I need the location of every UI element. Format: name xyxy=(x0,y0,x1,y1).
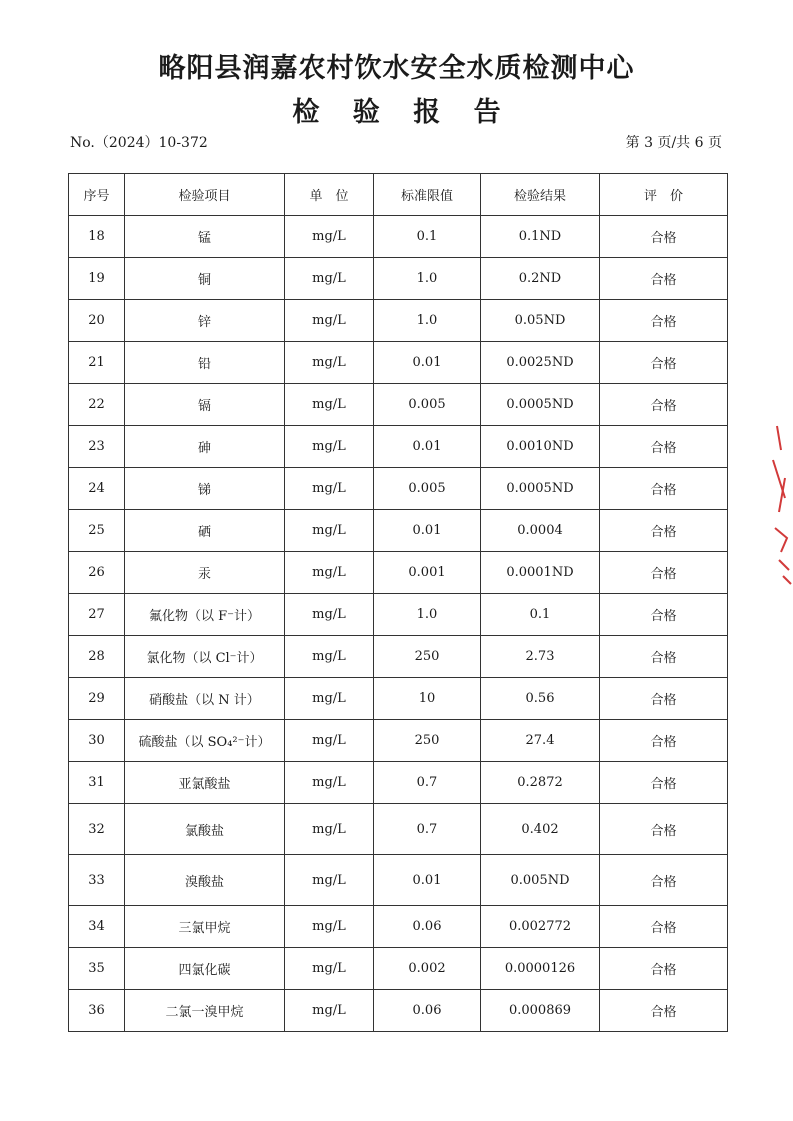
col-header-item: 检验项目 xyxy=(125,174,285,216)
row-result: 0.0010ND xyxy=(481,426,600,468)
row-eval: 合格 xyxy=(600,594,728,636)
table-row xyxy=(69,216,728,258)
row-no: 26 xyxy=(69,552,125,594)
row-no: 23 xyxy=(69,426,125,468)
report-title: 略阳县润嘉农村饮水安全水质检测中心 xyxy=(158,53,635,84)
row-item: 四氯化碳 xyxy=(125,948,285,990)
table-row xyxy=(69,990,728,1032)
row-result: 0.002772 xyxy=(481,906,600,948)
row-no: 33 xyxy=(69,855,125,906)
row-result: 0.0001ND xyxy=(481,552,600,594)
row-result: 27.4 xyxy=(481,720,600,762)
row-item: 锰 xyxy=(125,216,285,258)
row-item: 溴酸盐 xyxy=(125,855,285,906)
row-item: 三氯甲烷 xyxy=(125,906,285,948)
row-eval: 合格 xyxy=(600,216,728,258)
row-no: 34 xyxy=(69,906,125,948)
row-limit: 0.1 xyxy=(374,216,481,258)
row-eval: 合格 xyxy=(600,855,728,906)
row-item: 锑 xyxy=(125,468,285,510)
row-item: 铅 xyxy=(125,342,285,384)
row-item: 二氯一溴甲烷 xyxy=(125,990,285,1032)
row-limit: 0.06 xyxy=(374,906,481,948)
row-unit: mg/L xyxy=(285,906,374,948)
row-item: 铜 xyxy=(125,258,285,300)
table-row xyxy=(69,636,728,678)
row-eval: 合格 xyxy=(600,678,728,720)
row-item: 镉 xyxy=(125,384,285,426)
row-unit: mg/L xyxy=(285,384,374,426)
results-table xyxy=(68,173,728,1032)
row-unit: mg/L xyxy=(285,594,374,636)
row-result: 0.1 xyxy=(481,594,600,636)
row-result: 0.56 xyxy=(481,678,600,720)
col-header-eval: 评 价 xyxy=(600,174,728,216)
table-row xyxy=(69,258,728,300)
row-result: 0.1ND xyxy=(481,216,600,258)
row-eval: 合格 xyxy=(600,990,728,1032)
row-result: 0.0004 xyxy=(481,510,600,552)
row-no: 32 xyxy=(69,804,125,855)
row-no: 21 xyxy=(69,342,125,384)
row-unit: mg/L xyxy=(285,720,374,762)
row-no: 35 xyxy=(69,948,125,990)
row-eval: 合格 xyxy=(600,906,728,948)
row-result: 2.73 xyxy=(481,636,600,678)
row-no: 28 xyxy=(69,636,125,678)
row-unit: mg/L xyxy=(285,762,374,804)
row-unit: mg/L xyxy=(285,990,374,1032)
row-result: 0.2872 xyxy=(481,762,600,804)
table-row xyxy=(69,948,728,990)
row-unit: mg/L xyxy=(285,804,374,855)
row-eval: 合格 xyxy=(600,948,728,990)
table-row xyxy=(69,855,728,906)
row-item: 硒 xyxy=(125,510,285,552)
row-eval: 合格 xyxy=(600,510,728,552)
row-item: 汞 xyxy=(125,552,285,594)
row-limit: 250 xyxy=(374,720,481,762)
row-no: 25 xyxy=(69,510,125,552)
row-no: 29 xyxy=(69,678,125,720)
row-item: 亚氯酸盐 xyxy=(125,762,285,804)
report-meta xyxy=(70,132,722,154)
row-limit: 0.7 xyxy=(374,762,481,804)
row-eval: 合格 xyxy=(600,426,728,468)
row-unit: mg/L xyxy=(285,468,374,510)
row-unit: mg/L xyxy=(285,855,374,906)
table-body xyxy=(69,216,728,1032)
table-row xyxy=(69,762,728,804)
row-result: 0.402 xyxy=(481,804,600,855)
row-eval: 合格 xyxy=(600,762,728,804)
table-row xyxy=(69,804,728,855)
row-item: 氟化物（以 F⁻计） xyxy=(125,594,285,636)
row-unit: mg/L xyxy=(285,552,374,594)
table-row xyxy=(69,468,728,510)
row-result: 0.05ND xyxy=(481,300,600,342)
row-item: 氯化物（以 Cl⁻计） xyxy=(125,636,285,678)
row-no: 18 xyxy=(69,216,125,258)
row-unit: mg/L xyxy=(285,678,374,720)
col-header-result: 检验结果 xyxy=(481,174,600,216)
row-limit: 0.01 xyxy=(374,426,481,468)
row-unit: mg/L xyxy=(285,510,374,552)
row-unit: mg/L xyxy=(285,300,374,342)
row-limit: 0.7 xyxy=(374,804,481,855)
row-no: 30 xyxy=(69,720,125,762)
report-subtitle: 检 验 报 告 xyxy=(292,97,513,128)
row-unit: mg/L xyxy=(285,636,374,678)
row-limit: 0.01 xyxy=(374,342,481,384)
row-unit: mg/L xyxy=(285,426,374,468)
row-eval: 合格 xyxy=(600,342,728,384)
table-row xyxy=(69,342,728,384)
row-unit: mg/L xyxy=(285,342,374,384)
row-result: 0.0005ND xyxy=(481,384,600,426)
row-no: 22 xyxy=(69,384,125,426)
table-row xyxy=(69,594,728,636)
row-item: 硫酸盐（以 SO₄²⁻计） xyxy=(125,720,285,762)
table-row xyxy=(69,426,728,468)
row-eval: 合格 xyxy=(600,720,728,762)
table-row xyxy=(69,510,728,552)
row-unit: mg/L xyxy=(285,948,374,990)
page-indicator: 第 3 页/共 6 页 xyxy=(625,135,722,151)
row-no: 36 xyxy=(69,990,125,1032)
row-no: 19 xyxy=(69,258,125,300)
row-limit: 0.01 xyxy=(374,855,481,906)
row-eval: 合格 xyxy=(600,468,728,510)
row-result: 0.2ND xyxy=(481,258,600,300)
row-result: 0.0000126 xyxy=(481,948,600,990)
col-header-no: 序号 xyxy=(69,174,125,216)
row-eval: 合格 xyxy=(600,384,728,426)
table-header-row xyxy=(69,174,728,216)
row-limit: 1.0 xyxy=(374,300,481,342)
col-header-unit: 单 位 xyxy=(285,174,374,216)
row-limit: 0.002 xyxy=(374,948,481,990)
table-row xyxy=(69,720,728,762)
row-no: 31 xyxy=(69,762,125,804)
row-limit: 1.0 xyxy=(374,258,481,300)
row-result: 0.000869 xyxy=(481,990,600,1032)
row-result: 0.0025ND xyxy=(481,342,600,384)
row-limit: 0.06 xyxy=(374,990,481,1032)
col-header-limit: 标准限值 xyxy=(374,174,481,216)
stamp-mark xyxy=(755,420,793,590)
table-row xyxy=(69,552,728,594)
table-row xyxy=(69,384,728,426)
table-row xyxy=(69,678,728,720)
row-unit: mg/L xyxy=(285,258,374,300)
row-item: 硝酸盐（以 N 计） xyxy=(125,678,285,720)
report-number: No.（2024）10-372 xyxy=(70,135,208,151)
row-no: 24 xyxy=(69,468,125,510)
row-limit: 0.001 xyxy=(374,552,481,594)
row-no: 20 xyxy=(69,300,125,342)
row-limit: 0.01 xyxy=(374,510,481,552)
row-limit: 0.005 xyxy=(374,468,481,510)
row-result: 0.0005ND xyxy=(481,468,600,510)
row-result: 0.005ND xyxy=(481,855,600,906)
row-eval: 合格 xyxy=(600,552,728,594)
row-limit: 0.005 xyxy=(374,384,481,426)
row-eval: 合格 xyxy=(600,258,728,300)
row-eval: 合格 xyxy=(600,300,728,342)
row-item: 砷 xyxy=(125,426,285,468)
row-eval: 合格 xyxy=(600,636,728,678)
row-item: 氯酸盐 xyxy=(125,804,285,855)
row-limit: 10 xyxy=(374,678,481,720)
row-no: 27 xyxy=(69,594,125,636)
row-item: 锌 xyxy=(125,300,285,342)
row-eval: 合格 xyxy=(600,804,728,855)
row-unit: mg/L xyxy=(285,216,374,258)
row-limit: 1.0 xyxy=(374,594,481,636)
table-row xyxy=(69,906,728,948)
table-row xyxy=(69,300,728,342)
row-limit: 250 xyxy=(374,636,481,678)
